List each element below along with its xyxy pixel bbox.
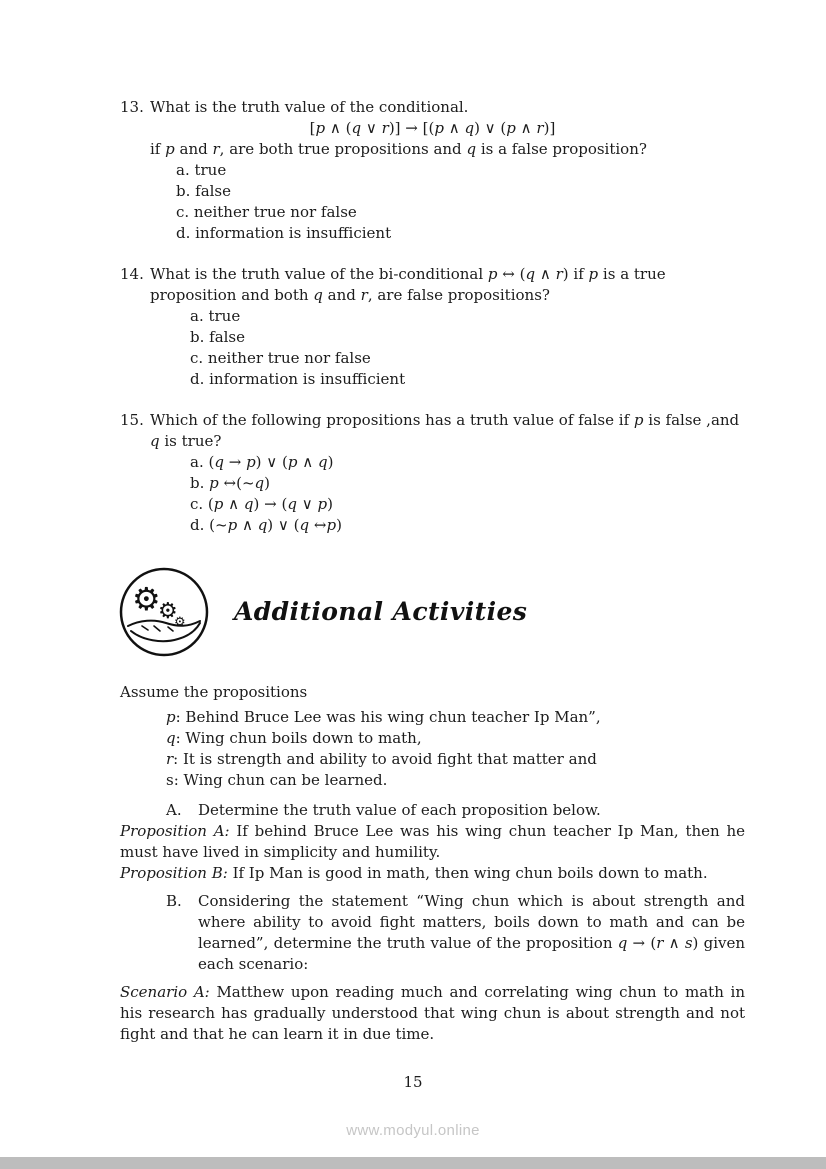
question-formula: [p ∧ (q ∨ r)] → [(p ∧ q) ∨ (p ∧ r)] (309, 119, 556, 137)
question-13 (120, 97, 745, 244)
option-a: a. true (176, 161, 227, 179)
option-b: b. p ↔(~q) (190, 474, 270, 492)
options-list (150, 306, 745, 390)
part-a-text: Determine the truth value of each proposition below. (198, 801, 601, 819)
svg-text:⚙: ⚙ (158, 599, 178, 624)
part-a-label: A. (166, 801, 182, 819)
bottom-bar (0, 1157, 826, 1169)
option-a: a. true (190, 307, 241, 325)
part-b-label: B. (166, 892, 182, 910)
question-14 (120, 264, 745, 390)
proposition-q: q: Wing chun boils down to math, (166, 729, 422, 747)
option-a: a. (q → p) ∨ (p ∧ q) (190, 453, 334, 471)
svg-text:⚙: ⚙ (174, 615, 186, 630)
question-number: 15. (120, 411, 144, 429)
svg-text:⚙: ⚙ (132, 580, 161, 618)
proposition-s: s: Wing chun can be learned. (166, 771, 388, 789)
question-prompt: What is the truth value of the bi-conditional p ↔ (q ∧ r) if p is a true proposition and both q and r, are false propositions? (150, 265, 666, 304)
option-c: c. (p ∧ q) → (q ∨ p) (190, 495, 333, 513)
proposition-a-statement: Proposition A: If behind Bruce Lee was his wing chun teacher Ip Man, then he must have lived in simplicity and humility. (120, 822, 745, 861)
section-title: Additional Activities (234, 597, 528, 626)
option-c: c. neither true nor false (176, 203, 357, 221)
options-list (150, 160, 745, 244)
proposition-b-statement: Proposition B: If Ip Man is good in math, then wing chun boils down to math. (120, 864, 708, 882)
option-d: d. information is insufficient (190, 370, 406, 388)
page-number: 15 (403, 1073, 423, 1091)
question-number: 14. (120, 265, 144, 283)
question-number: 13. (120, 98, 144, 116)
assume-intro: Assume the propositions (120, 683, 308, 701)
option-b: b. false (176, 182, 232, 200)
options-list (150, 452, 745, 536)
option-d: d. information is insufficient (176, 224, 392, 242)
question-prompt: Which of the following propositions has a truth value of false if p is false ,and q is true? (150, 411, 740, 450)
part-a-heading (120, 800, 745, 821)
part-b-text: Considering the statement “Wing chun which is about strength and where ability to avoid fight matters, boils down to math and can be learned”, determine the truth value of the proposition q → (r ∧ s) given each scenario: (198, 892, 746, 973)
watermark: www.modyul.online (346, 1122, 480, 1139)
question-condition: if p and r, are both true propositions and q is a false proposition? (150, 140, 647, 158)
section-header (118, 566, 745, 658)
gears-hand-icon (118, 566, 210, 658)
proposition-p: p: Behind Bruce Lee was his wing chun teacher Ip Man”, (166, 708, 601, 726)
proposition-r: r: It is strength and ability to avoid fight that matter and (166, 750, 597, 768)
option-b: b. false (190, 328, 246, 346)
question-prompt: What is the truth value of the conditional. (150, 98, 469, 116)
question-15 (120, 410, 745, 536)
option-d: d. (~p ∧ q) ∨ (q ↔p) (190, 516, 342, 534)
option-c: c. neither true nor false (190, 349, 371, 367)
scenario-a-statement: Scenario A: Matthew upon reading much and correlating wing chun to math in his research has gradually understood that wing chun is about strength and not fight and that he can learn it in due time. (120, 983, 746, 1043)
proposition-definitions (120, 707, 745, 791)
part-b-paragraph (120, 891, 745, 975)
